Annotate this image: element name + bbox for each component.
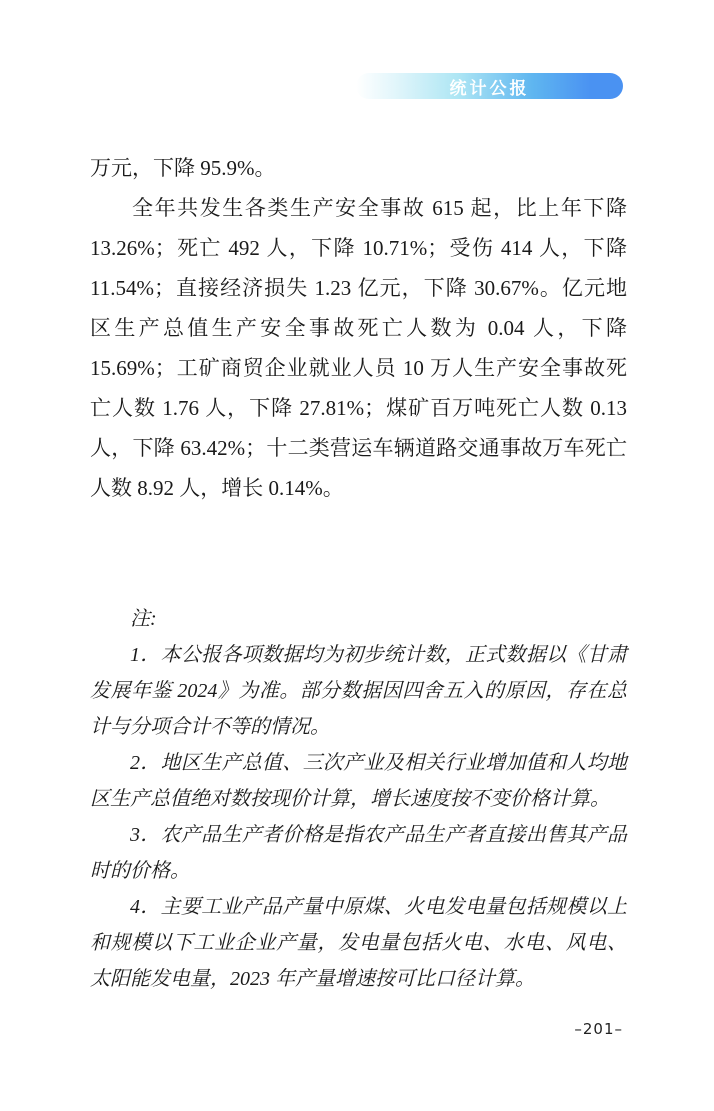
header-badge bbox=[356, 73, 623, 99]
note-item-4: 4．主要工业产品产量中原煤、火电发电量包括规模以上和规模以下工业企业产量，发电量包括火电、水电、风电、太阳能发电量，2023 年产量增速按可比口径计算。 bbox=[90, 896, 627, 990]
note-item-1: 1．本公报各项数据均为初步统计数，正式数据以《甘肃发展年鉴 2024》为准。部分数据因四舍五入的原因，存在总计与分项合计不等的情况。 bbox=[90, 644, 627, 738]
note-item-3: 3．农产品生产者价格是指农产品生产者直接出售其产品时的价格。 bbox=[90, 824, 627, 882]
notes-section bbox=[90, 601, 627, 997]
body-text-block bbox=[90, 148, 627, 508]
notes-label: 注: bbox=[130, 608, 157, 630]
paragraph-continuation: 万元，下降 95.9%。 bbox=[90, 156, 276, 180]
page-number: –201– bbox=[574, 1020, 623, 1038]
paragraph-safety-accidents: 全年共发生各类生产安全事故 615 起，比上年下降 13.26%；死亡 492 人，下降 10.71%；受伤 414 人，下降 11.54%；直接经济损失 1.23 亿元，下降 30.67%。亿元地区生产总值生产安全事故死亡人数为 0.04 人，下降 15.69%；工矿商贸企业就业人员 10 万人生产安全事故死亡人数 1.76 人，下降 27.81%；煤矿百万吨死亡人数 0.13 人，下降 63.42%；十二类营运车辆道路交通事故万车死亡人数 8.92 人，增长 0.14%。 bbox=[90, 196, 627, 500]
header-badge-label: 统计公报 bbox=[449, 78, 530, 98]
note-item-2: 2．地区生产总值、三次产业及相关行业增加值和人均地区生产总值绝对数按现价计算，增长速度按不变价格计算。 bbox=[90, 752, 627, 810]
